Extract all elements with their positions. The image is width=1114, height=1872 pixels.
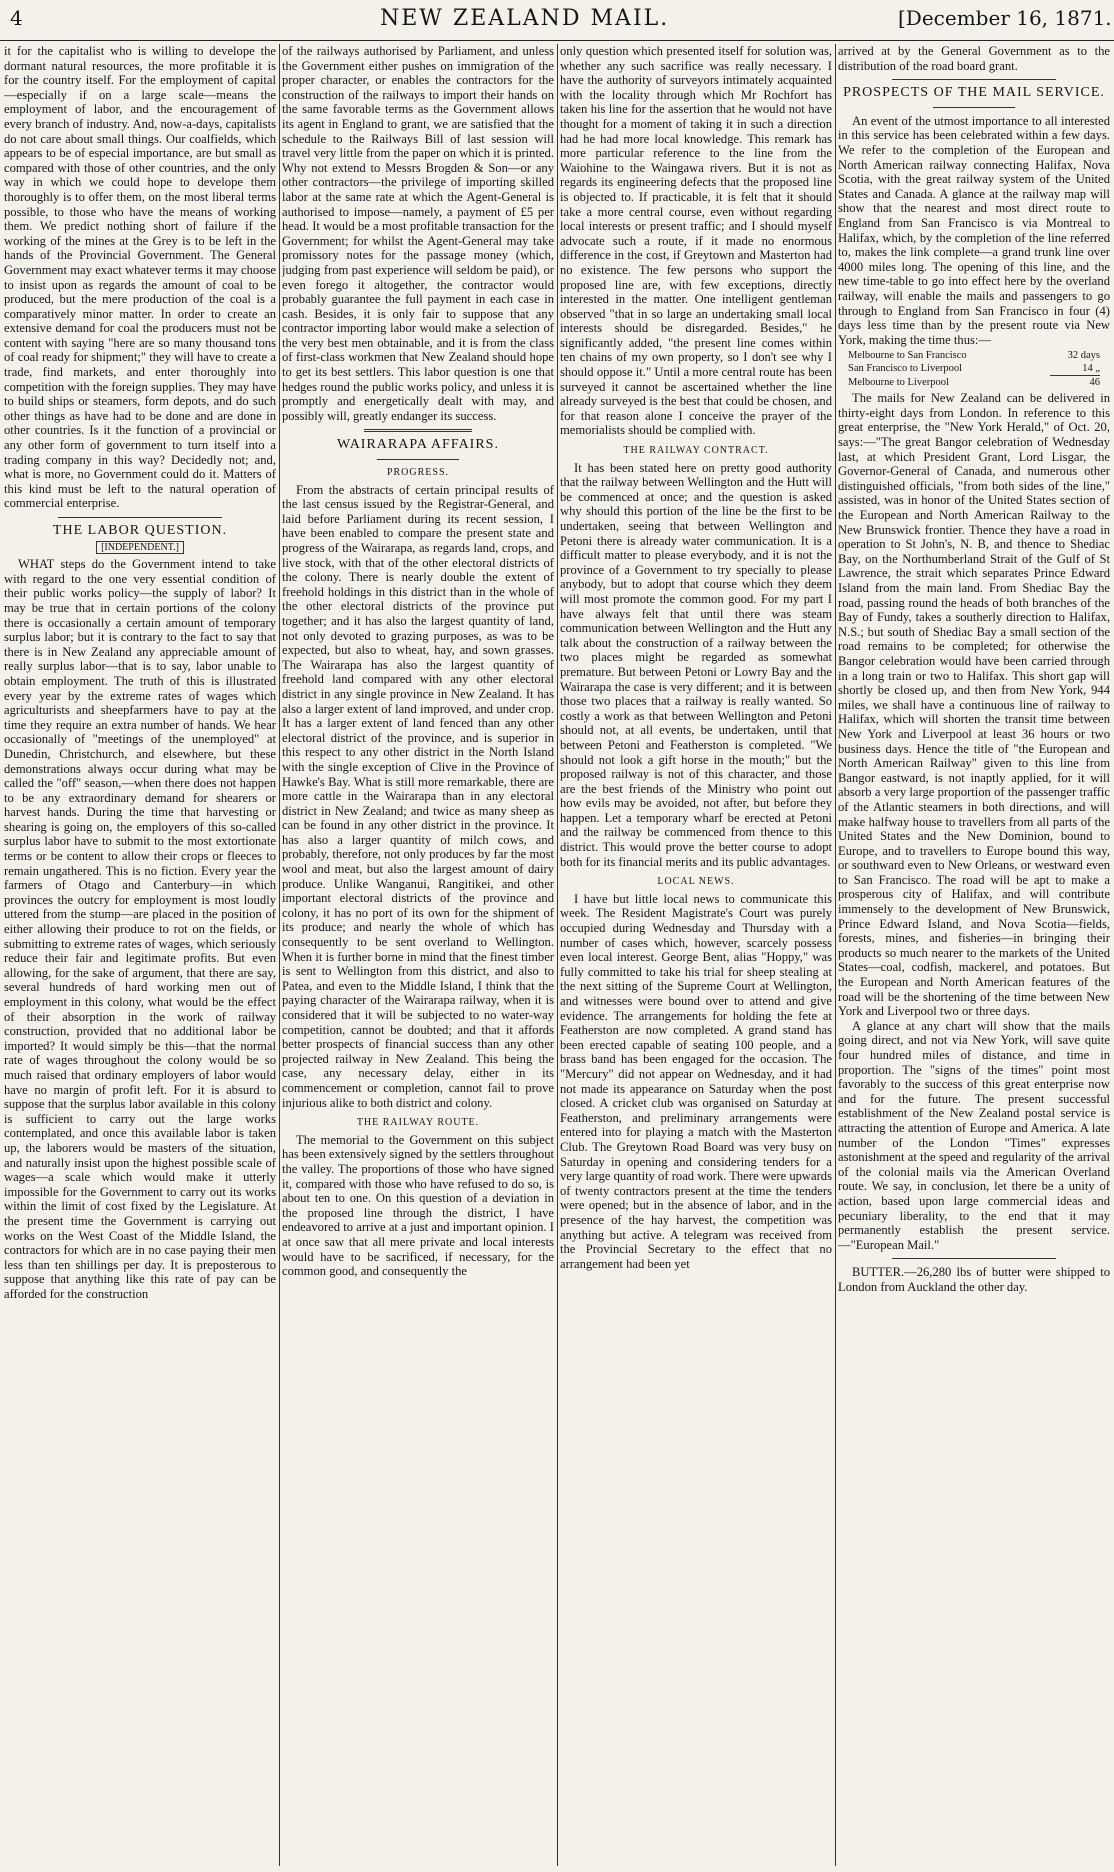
article-paragraph: it for the capitalist who is willing to develope the dormant natural resources, the more profitable it is for the country itself. For the employment of capital—especially if on a large scale—means the employment of labor, and the encouragement of every branch of industry. And, now-a-days, capitalists do not care about small things. Our coalfields, which appears to be of especial importance, are but small as compared with those of other countries, and the only way in which we could hope to develope them thoroughly is to offer them, on the most liberal terms possible, to those who have the means of working them. We predict nothing short of failure if the working of the mines at the Grey is to be left in the hands of the Provincial Government. The General Government may exact whatever terms it may choose to insist upon as regards the amount of coal to be produced, but the mere production of the coal is a comparatively minor matter. In order to create an extensive demand for coal the producers must not be content with saying "here are so many thousand tons of coal ready for shipment;" they will have to create a trade, find markets, and enter thoroughly into competition with the foreign supplies. They may have to build ships or steamers, form depots, and do such other things as have had to be done and are done in other countries. Is it the function of a provincial or any other form of government to turn itself into a trading company in this way? Decidedly not; and, what is more, no Government could do it. Matters of this kind must be left to the natural operation of commercial enterprise. bbox=[4, 44, 276, 511]
timetable-total bbox=[848, 376, 1110, 389]
column-3 bbox=[560, 44, 832, 1866]
section-divider bbox=[377, 459, 459, 460]
subheading: THE RAILWAY ROUTE. bbox=[356, 1117, 480, 1129]
article-paragraph: It has been stated here on pretty good authority that the railway between Wellington and the Hutt will be commenced at once; and the question is asked why should this portion of the line be the first to be undertaken, seeing that between Wellington and Petoni there is already water communication. It is a difficult matter to please everybody, and it is not the province of a Government to try specially to please anybody, but to adopt that course which they deem will most promote the common good. For my part I have always felt that until there was steam communication between Wellington and the Hutt any talk about the construction of a railway between the two places might be regarded as somewhat premature. But between Petoni or Lowry Bay and the Wairarapa the case is very different; and it is between those two places that a railway is really wanted. So costly a work as that between Wellington and Petoni should not, at all events, be undertaken, until that between Petoni and Featherston is completed. "We should not look a gift horse in the mouth;" but the proposed railway is not of this character, and those are the best friends of the Ministry who point out how evils may be avoided, not after, but before they happen. Let a temporary wharf be erected at Petoni and the railway be commenced from thence to this district. This would prove the better course to adopt both for its financial merits and its public advantages. bbox=[560, 460, 832, 869]
section-divider bbox=[933, 107, 1015, 108]
timetable-days: 14 „ bbox=[1082, 363, 1100, 375]
column-1 bbox=[4, 44, 276, 1866]
timetable-row bbox=[848, 349, 1110, 362]
article-heading: THE LABOR QUESTION. bbox=[52, 523, 228, 538]
column-2 bbox=[282, 44, 554, 1866]
source-tag bbox=[4, 541, 276, 556]
article-paragraph: The mails for New Zealand can be delivered in thirty-eight days from London. In reference to this great enterprise, the "New York Herald," of Oct. 20, says:—"The great Bangor celebration of Wednesday last, at which President Grant, Lord Lisgar, the Governor-General of Canada, and numerous other distinguished officials, "from both sides of the line," assisted, was in honor of the United States section of the European and North American Railway to the New Brunswick frontier. Thence they have a road in operation to St John's, N. B, and thence to Shediac Bay, on the Northumberland Strait of the Gulf of St Lawrence, the strait which separates Prince Edward Island from the main land. From Shediac Bay the road, passing round the heads of both branches of the Bay of Fundy, takes a southerly direction to Halifax, N.S.; but south of Shediac Bay a small section of the road remains to be completed; for otherwise the Bangor celebration would have been carried through in a long train or two to Halifax. This short gap will shortly be closed up, and then from New York, 944 miles, we shall have a continuous line of railway to Halifax, which will shorten the transit time between New York and Liverpool at least 36 hours or two business days. Hence the title of "the European and North American Railway" given to this line from Bangor eastward, is not inaptly applied, for it will absorb a very large proportion of the passenger traffic of the Atlantic steamers in both directions, and will make halfway house to travellers from all parts of the United States and the New Dominion, bound to Europe, and to travellers to Europe bound this way, or southward even to New Orleans, or westward even to San Francisco. The road will be apt to make a prosperous city of Halifax, and will contribute immensely to the development of New Brunswick, Prince Edward Island, and Nova Scotia—fields, forests, mines, and fisheries—in bringing their products so much nearer to the markets of the United States—coal, codfish, mackerel, and potatoes. But the European and North American features of the road will be the shortening of the time between New York and Liverpool two or three days. bbox=[838, 391, 1110, 1019]
article-paragraph: only question which presented itself for solution was, whether any such sacrifice was really necessary. I have the authority of surveyors intimately acquainted with the locality through which Mr Rochfort has taken his line for the assertion that he would not have thought for a moment of taking it in such a direction had he had more local knowledge. This remark has more particular reference to the line from the Waiohine to the Waingawa rivers. But it is not as regards its engineering defects that the proposed line is objected to. If practicable, it is felt that it should take a more central course, even without regarding local interests or present traffic; and I should myself advocate such a route, if it made no enormous difference in the cost, if Greytown and Masterton had no existence. The few persons who support the proposed line are, with few exceptions, directly interested in the matter. One intelligent gentleman observed "that in so large an undertaking small local interests should be disregarded. Besides," he significantly added, "the present line comes within ten chains of my own property, so I don't see why I should oppose it." Until a more central route has been surveyed it cannot be ascertained whether the line already surveyed is the best that could be chosen, and for that reason alone I conceive the prayer of the memorialists should be complied with. bbox=[560, 44, 832, 438]
paper-title: NEW ZEALAND MAIL. bbox=[380, 6, 670, 31]
article-paragraph: arrived at by the General Government as to the distribution of the road board grant. bbox=[838, 44, 1110, 73]
page-number: 4 bbox=[10, 6, 23, 30]
timetable-days: 32 days bbox=[1067, 350, 1100, 362]
subheading: LOCAL NEWS. bbox=[657, 876, 735, 888]
article-paragraph: of the railways authorised by Parliament, and unless the Government either pushes on immigration of the proper character, or enables the contractors for the construction of the railways to import their hands on the same favorable terms as the Government allows its agent in England to grant, we are satisfied that the schedule to the Railways Bill of last session will travel very little from the paper on which it is printed. Why not extend to Messrs Brogden & Son—or any other contractors—the privilege of importing skilled labor at the same rate at which the Agent-General is authorised to impose—namely, a payment of £5 per head. It would be a most profitable transaction for the Government; for whilst the Agent-General may take promissory notes for the passage money (which, judging from past experience will seldom be paid), or even forego it altogether, the contractor would probably guarantee the full payment in each case in cash. Besides, it is only fair to suppose that any contractor importing labor would make a selection of the very best men obtainable, and it is from the class of first-class workmen that New Zealand should hope to get its best settlers. This labor question is one that hedges round the public works policy, and unless it is promptly and energetically dealt with may, and possibly will, greatly endanger its success. bbox=[282, 44, 554, 423]
timetable-row bbox=[848, 362, 1110, 375]
timetable bbox=[848, 349, 1110, 389]
column-rule bbox=[557, 44, 558, 1866]
masthead bbox=[0, 0, 1114, 41]
article-paragraph: WHAT steps do the Government intend to take with regard to the one very essential condition of their public works policy—the supply of labor? It may be true that in certain portions of the colony there is occasionally a certain amount of temporary surplus labor; but it is contrary to the fact to say that there is in New Zealand any appreciable amount of really surplus labor—that is to say, labor unable to obtain employment. The truth of this is illustrated every year by the extreme rates of wages which agriculturists and sheepfarmers have to pay at the time they require an extra number of hands. We hear occasionally of "meetings of the unemployed" at Dunedin, Christchurch, and elsewhere, but these demonstrations always occur during what may be called the "off" season,—when there does not happen to be any extraordinary demand for shearers or harvest hands. During the time that harvesting or shearing is going on, the employers of this so-called surplus labor have to submit to the most extortionate terms or be content to allow their crops or fleeces to remain ungathered. This is no fiction. Every year the farmers of Otago and Canterbury—in which provinces the outcry for employment is most loudly uttered from the stump—are placed in the position of either allowing their produce to rot on the fields, or submitting to extreme rates of wages, which seriously reduce their fair and legitimate profits. But even allowing, for the sake of argument, that there are say, several hundreds of hard working men out of employment in this colony, what would be the effect of their absorption in the work of railway construction, provided that no additional labor be imported? It would simply be this—that the normal rate of wages throughout the colony would be so much raised that ordinary employers of labor would have no margin of profit left. For it is absurd to suppose that the surplus labor available in this colony is sufficient to carry out the large works contemplated, and once this available labor is taken up, the laborers would be masters of the situation, and naturally insist upon the highest possible scale of wages—a scale which would make it utterly impossible for the Government to carry out its works within the limit of cost fixed by the Legislature. At the present time the Government is carrying out works on the West Coast of the Middle Island, the contractors for which are in no case paying their men less than ten shillings per day. It is preposterous to suppose that anything like this rate of pay can be afforded for the construction bbox=[4, 557, 276, 1301]
article-paragraph: BUTTER.—26,280 lbs of butter were shipped to London from Auckland the other day. bbox=[838, 1265, 1110, 1294]
timetable-route: Melbourne to Liverpool bbox=[848, 377, 949, 389]
article-heading: PROSPECTS OF THE MAIL SERVICE. bbox=[843, 85, 1105, 101]
timetable-route: San Francisco to Liverpool bbox=[848, 363, 963, 375]
article-paragraph: A glance at any chart will show that the mails going direct, and not via New York, will save quite four hundred miles of distance, and time in proportion. The "signs of the times" point most favorably to the success of this great enterprise now and for the future. The present successful establishment of the New Zealand postal service is attracting the attention of Europe and America. A late number of the London "Times" expresses astonishment at the speed and regularity of the arrival of the colonial mails via the American Overland route. We say, in conclusion, let there be a unity of action, based upon large commercial ideas and pecuniary liberality, to the end that it may permanently establish the present service.—"European Mail." bbox=[838, 1018, 1110, 1252]
timetable-days: 46 bbox=[1089, 377, 1100, 389]
issue-date: [December 16, 1871. bbox=[898, 6, 1112, 30]
column-rule bbox=[835, 44, 836, 1866]
section-divider bbox=[892, 79, 1055, 80]
section-divider bbox=[58, 517, 221, 518]
section-divider bbox=[364, 429, 473, 432]
column-4 bbox=[838, 44, 1110, 1866]
article-paragraph: From the abstracts of certain principal results of the last census issued by the Registrar-General, and laid before Parliament during its recent session, I have been enabled to compare the present state and progress of the Wairarapa, as regards land, crops, and live stock, with that of the other electoral districts of the colony. There is nearly double the extent of freehold holdings in this district than in the whole of the other electoral districts of the province put together; and it has also the largest quantity of land, not only devoted to grazing purposes, as was to be expected, but also to wheat, hay, and sown grasses. The Wairarapa has also the largest quantity of freehold land compared with any other electoral district in any single province in New Zealand. It has also a larger extent of land improved, and under crop. It has a larger extent of land fenced than any other electoral district of the province, and is superior in this respect to any other district in the North Island with the single exception of Clive in the Province of Hawke's Bay. What is still more remarkable, there are more cattle in the Wairarapa than in any electoral district in New Zealand; and twice as many sheep as can be found in any other district in the province. It has also a larger quantity of milch cows, and probably, therefore, not only produces by far the most wool and meat, but also the largest amount of dairy produce. Unlike Wanganui, Rangitikei, and other important electoral districts of the province and colony, it has no port of its own for the shipment of its produce; and nearly the whole of which has consequently to be sent overland to Wellington. When it is further borne in mind that the finest timber is sent to Wellington from this district, and also to Patea, and even to the Middle Island, I think that the paying character of the Wairarapa railway, when it is considered that it will be subjected to no water-way competition, cannot be doubted; and that it affords better prospects of financial success than any other projected railway in New Zealand. This being the case, any necessary delay, either in its commencement or completion, cannot fail to prove injurious alike to both district and colony. bbox=[282, 482, 554, 1110]
column-rule bbox=[279, 44, 280, 1866]
article-paragraph: I have but little local news to communicate this week. The Resident Magistrate's Court was purely occupied during Wednesday and Thursday with a number of cases which, however, scarcely possess even local interest. George Bent, alias "Hoppy," was fully committed to take his trial for sheep stealing at the next sitting of the Supreme Court at Wellington, and witnesses were bound over to attend and give evidence. The arrangements for holding the fete at Featherston are now completed. A grand stand has been erected capable of seating 100 people, and a brass band has been engaged for the occasion. The "Mercury" did not appear on Wednesday, and it had not made its appearance on Saturday when the post closed. A cricket club was organised on Saturday at Featherston, and preliminary arrangements were entered into for playing a match with the Masterton Club. The Greytown Road Board was very busy on Saturday in opening and considering tenders for a very large quantity of road work. There were upwards of twenty contractors present at the time the tenders were opened; but in the absence of labor, and in the presence of the hay harvest, the competition was anything but active. A telegram was received from the Provincial Secretary to the effect that no arrangement had been yet bbox=[560, 891, 832, 1271]
subheading: PROGRESS. bbox=[386, 467, 450, 479]
source-tag-label: [INDEPENDENT.] bbox=[96, 541, 184, 554]
article-paragraph: An event of the utmost importance to all interested in this service has been celebrated within a few days. We refer to the completion of the European and North American railway connecting Halifax, Nova Scotia, with the great railway system of the United States and Canada. A glance at the railway map will show that the nearest and most direct route to England from San Francisco is via Montreal to Halifax, which, by the completion of the line referred to, makes the link complete—a grand trunk line over 4000 miles long. The opening of this line, and the new time-table to go into effect here by the overland railway, will enable the mails and passengers to go through to England from San Francisco in four (4) days less time than by the present route via New York, making the time thus:— bbox=[838, 113, 1110, 347]
article-paragraph: The memorial to the Government on this subject has been extensively signed by the settlers throughout the valley. The proportions of those who have signed it, compared with those who have refused to do so, is about ten to one. On this question of a deviation in the proposed line through the district, I have endeavored to arrive at a just and important opinion. I at once saw that all mere private and local interests would have to be sacrificed, if necessary, for the common good, and consequently the bbox=[282, 1132, 554, 1279]
article-heading: WAIRARAPA AFFAIRS. bbox=[337, 437, 499, 453]
timetable-route: Melbourne to San Francisco bbox=[848, 350, 967, 362]
section-divider bbox=[892, 1258, 1055, 1259]
subheading: THE RAILWAY CONTRACT. bbox=[623, 445, 769, 457]
